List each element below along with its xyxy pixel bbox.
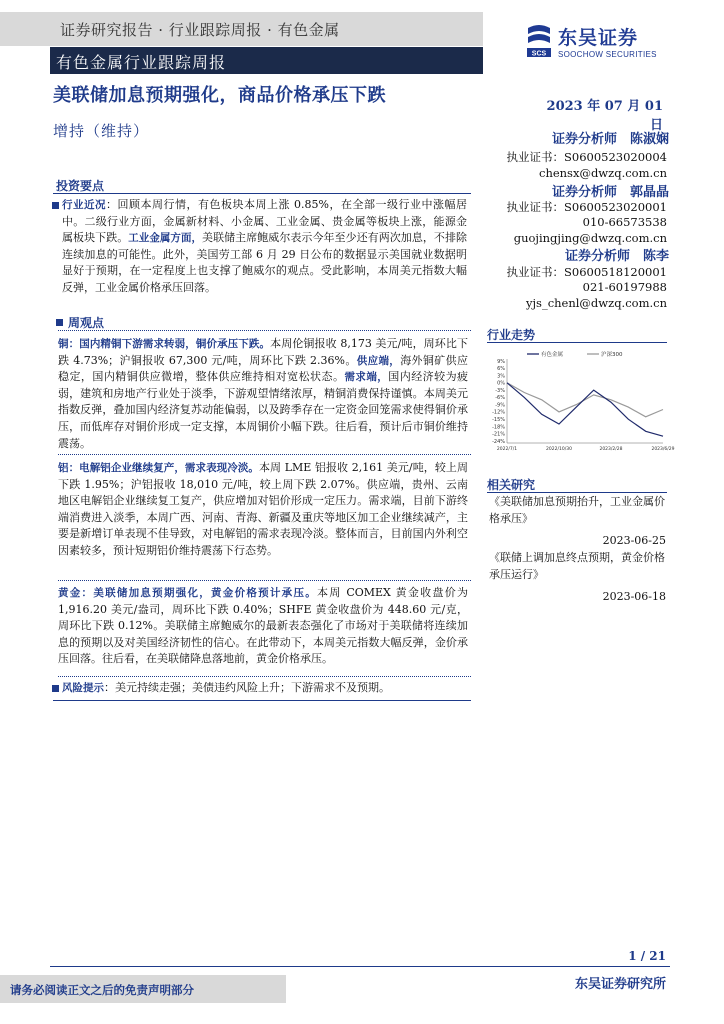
breadcrumb: 证券研究报告 · 行业跟踪周报 · 有色金属 xyxy=(60,21,340,39)
series-line-nonferrous xyxy=(507,383,663,436)
rating: 增持（维持） xyxy=(53,122,150,140)
y-tick-label: -6% xyxy=(495,395,505,402)
y-tick-label: -15% xyxy=(492,416,505,423)
research-institute: 东吴证券研究所 xyxy=(574,977,666,992)
logo-english: SOOCHOW SECURITIES xyxy=(558,50,657,59)
dotted-divider xyxy=(58,580,471,581)
trend-chart xyxy=(487,345,675,453)
dotted-divider xyxy=(58,330,471,331)
related-report-link[interactable]: 《联储上调加息终点预期，黄金价格承压运行》 xyxy=(489,551,665,581)
x-tick-label: 2022/7/1 xyxy=(496,447,518,452)
analyst-role: 证券分析师 郭晶晶 xyxy=(551,185,669,200)
analyst-email[interactable]: guojingjing@dwzq.com.cn xyxy=(513,231,667,245)
review-paragraph: 行业近况：回顾本周行情，有色板块本周上涨 0.85%，在全部一级行业中涨幅居中。二级行业方面，金属新材料、小金属、工业金属、贵金属等板块上涨，能源金属板块下跌。工业金属方面，美联储主席鲍威尔表示今年至少还有两次加息，不排除连续加息的可能性。此外，美国劳工部 6 月 29 日公布的数据显示美国就业数据明显好于预期，在一定程度上也支撑了鲍威尔的观点。受此影响，本周美元指数大幅反弹，工业金属价格承压回落。 xyxy=(62,197,467,297)
divider xyxy=(53,193,471,194)
bullet-icon xyxy=(52,685,59,692)
analyst-role: 证券分析师 陈淑娴 xyxy=(551,132,669,147)
analyst-phone: 021-60197988 xyxy=(582,280,667,294)
trend-heading: 行业走势 xyxy=(487,328,536,342)
logo xyxy=(522,22,697,64)
report-type-band xyxy=(50,47,483,74)
bullet-icon xyxy=(56,319,63,326)
y-tick-label: 3% xyxy=(497,373,505,380)
y-tick-label: -18% xyxy=(492,424,505,431)
divider xyxy=(487,492,667,493)
risk-paragraph: 风险提示：美元持续走强；美债违约风险上升；下游需求不及预期。 xyxy=(62,680,467,697)
x-axis-ticks xyxy=(497,446,675,452)
related-heading: 相关研究 xyxy=(487,478,536,492)
report-title: 美联储加息预期强化，商品价格承压下跌 xyxy=(53,85,386,106)
key-points-heading: 投资要点 xyxy=(56,179,105,193)
analyst-cert: 执业证书：S0600518120001 xyxy=(506,265,667,279)
y-tick-label: 9% xyxy=(497,358,505,365)
dotted-divider xyxy=(58,454,471,455)
logo-mark-icon xyxy=(524,24,554,60)
svg-text:SCS: SCS xyxy=(531,50,547,58)
divider xyxy=(53,700,471,701)
page-number: 1 / 21 xyxy=(628,949,666,963)
series-line-hs300 xyxy=(507,383,663,417)
y-tick-label: -24% xyxy=(492,438,505,445)
x-tick-label: 2023/2/28 xyxy=(599,447,623,452)
y-tick-label: -3% xyxy=(495,387,505,394)
dotted-divider xyxy=(58,676,471,677)
bullet-icon xyxy=(52,202,59,209)
report-type: 有色金属行业跟踪周报 xyxy=(56,53,227,72)
related-report-date: 2023-06-25 xyxy=(602,534,666,547)
copper-paragraph: 铜：国内精铜下游需求转弱，铜价承压下跌。本周伦铜报收 8,173 美元/吨，周环比下跌 4.73%；沪铜报收 67,300 元/吨，周环比下跌 2.36%。供应端，海外铜矿供应稳定，国内精铜供应微增，整体供应维持相对宽松状态。需求端，国内经济较为疲弱，建筑和房地产行业处于淡季，下游观望情绪浓厚，精铜消费保持谨慎。本周美元指数反弹，叠加国内经济复苏动能偏弱，以及跨季存在一定资金回笼需求使得铜价承压，而低库存对铜价形成一定支撑，本周铜价小幅下跌。往后看，预计后市铜价维持震荡。 xyxy=(58,337,469,450)
disclaimer-band xyxy=(0,975,286,1003)
footer-divider xyxy=(50,966,670,967)
y-tick-label: -21% xyxy=(492,431,505,438)
related-report-date: 2023-06-18 xyxy=(602,590,666,603)
analyst-role: 证券分析师 陈李 xyxy=(564,249,669,264)
header-bar xyxy=(0,12,483,46)
x-tick-label: 2022/10/30 xyxy=(546,447,572,452)
analyst-email[interactable]: chensx@dwzq.com.cn xyxy=(539,166,667,180)
analyst-cert: 执业证书：S0600523020001 xyxy=(506,200,667,214)
weekly-view-heading: 周观点 xyxy=(56,314,104,331)
analyst-email[interactable]: yjs_chenl@dwzq.com.cn xyxy=(525,296,667,310)
x-tick-label: 2023/6/29 xyxy=(651,447,675,452)
y-tick-label: -9% xyxy=(495,402,505,409)
divider xyxy=(487,342,667,343)
legend-label-b: 沪深300 xyxy=(601,352,623,358)
analyst-cert: 执业证书：S0600523020004 xyxy=(506,150,667,164)
legend-label-a: 有色金属 xyxy=(541,352,564,358)
report-date: 2023 年 07 月 01 日 xyxy=(546,99,663,133)
y-tick-label: -12% xyxy=(492,409,505,416)
related-report-link[interactable]: 《美联储加息预期抬升，工业金属价格承压》 xyxy=(489,495,665,525)
logo-name: 东吴证券 xyxy=(558,27,639,49)
gold-paragraph: 黄金：美联储加息预期强化，黄金价格预计承压。本周 COMEX 黄金收盘价为 1,916.20 美元/盎司，周环比下跌 0.40%；SHFE 黄金收盘价为 448.60 元/克，周环比下跌 0.12%。美联储主席鲍威尔的最新表态强化了市场对于美联储将连续加息的预期以及对美国经济韧性的信心。在此带动下，本周美元指数大幅反弹，金价承压回落。往后看，在美联储降息落地前，黄金价格承压。 xyxy=(58,586,469,666)
disclaimer-text[interactable]: 请务必阅读正文之后的免责声明部分 xyxy=(10,983,194,997)
aluminum-paragraph: 铝：电解铝企业继续复产，需求表现冷淡。本周 LME 铝报收 2,161 美元/吨，较上周下跌 1.95%；沪铝报收 18,010 元/吨，较上周下跌 2.07%。供应端，贵州、云南地区电解铝企业继续复工复产，供应增加对铝价形成一定压力。需求端，目前下游终端消费进入淡季，本周广西、河南、青海、新疆及重庆等地区加工企业继续减产，主要是新增订单表现不佳导致，对电解铝的需求表现冷淡。整体而言，目前国内外利空因素较多，预计短期铝价维持震荡下行态势。 xyxy=(58,461,469,557)
analyst-phone: 010-66573538 xyxy=(582,215,667,229)
y-tick-label: 0% xyxy=(497,380,505,387)
y-tick-label: 6% xyxy=(497,366,505,373)
y-axis-ticks xyxy=(492,359,505,445)
